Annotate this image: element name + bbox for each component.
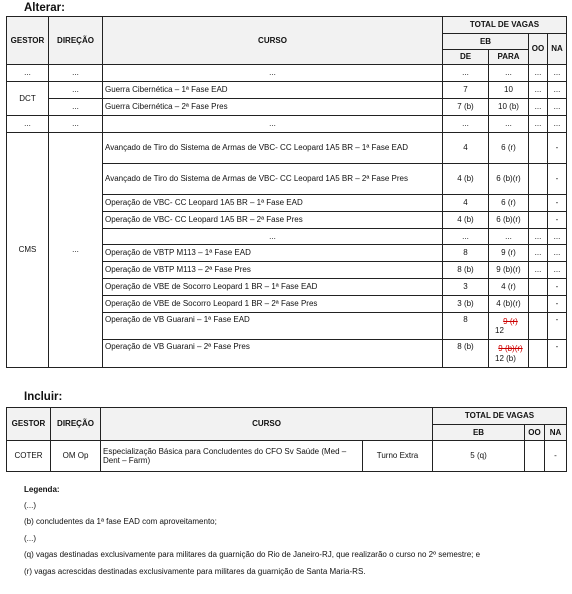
ellipsis-cell: ... [49,65,103,82]
curso-cell: Operação de VBC- CC Leopard 1A5 BR – 1ª Fase EAD [103,195,443,212]
legend-title: Legenda: [24,485,60,494]
de-cell: 8 (b) [443,262,489,279]
de-cell: 8 (b) [443,340,489,368]
na-cell: ... [548,262,567,279]
para-cell: 9 (r) [489,245,529,262]
ellipsis-cell: ... [7,65,49,82]
alterar-table [6,16,567,368]
curso-cell: Operação de VBTP M113 – 2ª Fase Pres [103,262,443,279]
curso-cell: Operação de VB Guarani – 1ª Fase EAD [103,313,443,340]
ellipsis-cell: ... [443,229,489,245]
oo-cell [529,313,548,340]
ellipsis-cell: ... [529,65,548,82]
header-de: DE [443,50,489,65]
legend-item: (q) vagas destinadas exclusivamente para militares da guarnição do Rio de Janeiro-RJ, que realizarão o curso no 2º semestre; e [24,550,481,559]
na-cell: - [548,313,567,340]
direcao-cell: ... [49,82,103,99]
ellipsis-cell: ... [548,116,567,133]
de-cell: 4 (b) [443,212,489,229]
de-cell: 8 [443,313,489,340]
de-cell: 8 [443,245,489,262]
para-cell [489,313,529,340]
legend-item: (r) vagas acrescidas destinadas exclusivamente para militares da guarnição de Santa Maria-RS. [24,566,366,576]
oo-cell: ... [529,82,548,99]
ellipsis-cell: ... [489,65,529,82]
legend-item: (...) [24,533,36,543]
ellipsis-cell: ... [103,116,443,133]
curso-cell: Operação de VBC- CC Leopard 1A5 BR – 2ª Fase Pres [103,212,443,229]
direcao-cell: ... [49,99,103,116]
oo-cell [529,195,548,212]
na-cell: ... [548,82,567,99]
table-row [7,99,567,116]
header-eb: EB [443,34,529,50]
incluir-table [6,407,567,472]
para-cell: 6 (r) [489,195,529,212]
legend-item: (b) concludentes da 1ª fase EAD com aproveitamento; [24,517,217,526]
oo-cell [529,279,548,296]
oo-cell [529,212,548,229]
para-old-value: 9 (r) [503,316,518,326]
header-curso: CURSO [101,408,433,441]
para-cell: 4 (r) [489,279,529,296]
para-cell: 6 (r) [489,133,529,164]
curso-cell: Guerra Cibernética – 1ª Fase EAD [103,82,443,99]
de-cell: 3 (b) [443,296,489,313]
curso-cell: Avançado de Tiro do Sistema de Armas de VBC- CC Leopard 1A5 BR – 1ª Fase EAD [103,133,443,164]
para-new-value: 12 [495,326,504,335]
direcao-cell: ... [49,133,103,368]
oo-cell: ... [529,99,548,116]
oo-cell [529,340,548,368]
section-title-incluir: Incluir: [24,391,63,403]
header-total-vagas: TOTAL DE VAGAS [433,408,567,425]
header-na: NA [548,34,567,65]
curso-cell: Especialização Básica para Concludentes do CFO Sv Saúde (Med – Dent – Farm) [101,441,363,472]
ellipsis-cell: ... [103,65,443,82]
para-cell [489,340,529,368]
table-row [7,441,567,472]
oo-cell [529,164,548,195]
ellipsis-cell: ... [548,65,567,82]
de-cell: 4 [443,195,489,212]
ellipsis-cell: ... [548,229,567,245]
gestor-coter: COTER [7,441,51,472]
ellipsis-cell: ... [529,116,548,133]
direcao-cell: OM Op [51,441,101,472]
para-cell: 9 (b)(r) [489,262,529,279]
eb-cell: 5 (q) [433,441,525,472]
header-curso: CURSO [103,17,443,65]
para-cell: 4 (b)(r) [489,296,529,313]
na-cell: - [548,340,567,368]
ellipsis-cell: ... [443,116,489,133]
para-cell: 10 (b) [489,99,529,116]
curso-cell: Guerra Cibernética – 2ª Fase Pres [103,99,443,116]
para-new-value: 12 (b) [495,353,516,363]
ellipsis-cell: ... [443,65,489,82]
curso-cell: Avançado de Tiro do Sistema de Armas de VBC- CC Leopard 1A5 BR – 2ª Fase Pres [103,164,443,195]
oo-cell [529,296,548,313]
curso-cell: Operação de VBTP M113 – 1ª Fase EAD [103,245,443,262]
gestor-dct: DCT [7,82,49,116]
header-gestor: GESTOR [7,17,49,65]
na-cell: ... [548,245,567,262]
table-row [7,65,567,82]
para-old-value: 9 (b)(r) [498,344,523,353]
legend-item: (...) [24,500,36,510]
curso-cell: Operação de VB Guarani – 2ª Fase Pres [103,340,443,368]
header-oo: OO [525,425,545,441]
table-row [7,116,567,133]
curso-cell: Operação de VBE de Socorro Leopard 1 BR – 2ª Fase Pres [103,296,443,313]
ellipsis-cell: ... [49,116,103,133]
na-cell: ... [548,99,567,116]
oo-cell: ... [529,245,548,262]
para-cell: 6 (b)(r) [489,164,529,195]
header-direcao: DIREÇÃO [51,408,101,441]
oo-cell [529,133,548,164]
de-cell: 7 (b) [443,99,489,116]
legend [24,485,566,576]
de-cell: 3 [443,279,489,296]
gestor-cms: CMS [7,133,49,368]
na-cell: - [548,195,567,212]
section-title-alterar: Alterar: [24,2,65,14]
na-cell: - [548,296,567,313]
turno-cell: Turno Extra [363,441,433,472]
table-row [7,82,567,99]
header-gestor: GESTOR [7,408,51,441]
de-cell: 7 [443,82,489,99]
para-cell: 10 [489,82,529,99]
table-row [7,133,567,164]
de-cell: 4 (b) [443,164,489,195]
header-direcao: DIREÇÃO [49,17,103,65]
header-oo: OO [529,34,548,65]
oo-cell [525,441,545,472]
na-cell: - [545,441,567,472]
na-cell: - [548,133,567,164]
ellipsis-cell: ... [7,116,49,133]
na-cell: - [548,279,567,296]
header-para: PARA [489,50,529,65]
de-cell: 4 [443,133,489,164]
para-cell: 6 (b)(r) [489,212,529,229]
header-eb: EB [433,425,525,441]
ellipsis-cell: ... [103,229,443,245]
header-total-vagas: TOTAL DE VAGAS [443,17,567,34]
oo-cell: ... [529,262,548,279]
ellipsis-cell: ... [489,229,529,245]
ellipsis-cell: ... [489,116,529,133]
curso-cell: Operação de VBE de Socorro Leopard 1 BR – 1ª Fase EAD [103,279,443,296]
ellipsis-cell: ... [529,229,548,245]
na-cell: - [548,212,567,229]
header-na: NA [545,425,567,441]
na-cell: - [548,164,567,195]
